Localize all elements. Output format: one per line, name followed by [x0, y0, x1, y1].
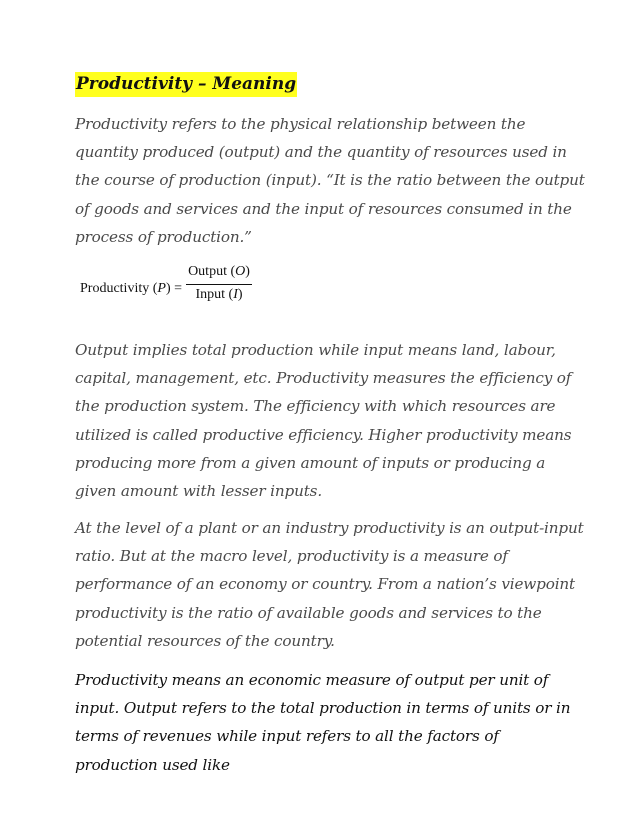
formula-numerator: Output (O)	[188, 264, 250, 279]
fraction-bar	[186, 284, 252, 285]
paragraph-output-input: Output implies total production while input means land, labour, capital, management, etc. Productivity measures the efficiency of the production system. The efficiency with which resources are utilized is called productive efficiency. Higher productivity means producing more from a given amount of inputs or producing a given amount with lesser inputs.	[75, 341, 572, 501]
formula-denominator: Input (I)	[195, 287, 243, 302]
paragraph-macro-level: At the level of a plant or an industry productivity is an output-input ratio. But at the macro level, productivity is a measure of performance of an economy or country. From a nation’s viewpoint productivity is the ratio of available goods and services to the potential resources of the country.	[75, 519, 584, 650]
formula-lhs: Productivity (P) =	[80, 281, 183, 296]
formula-fraction	[186, 264, 252, 308]
paragraph-economic-measure: Productivity means an economic measure of output per unit of input. Output refers to the total production in terms of units or in terms of revenues while input refers to all the factors of production used like	[75, 671, 571, 774]
section-heading: Productivity – Meaning	[75, 72, 297, 97]
paragraph-definition: Productivity refers to the physical relationship between the quantity produced (output) and the quantity of resources used in the course of production (input). “It is the ratio between the output of goods and services and the input of resources consumed in the process of production.”	[75, 115, 585, 246]
